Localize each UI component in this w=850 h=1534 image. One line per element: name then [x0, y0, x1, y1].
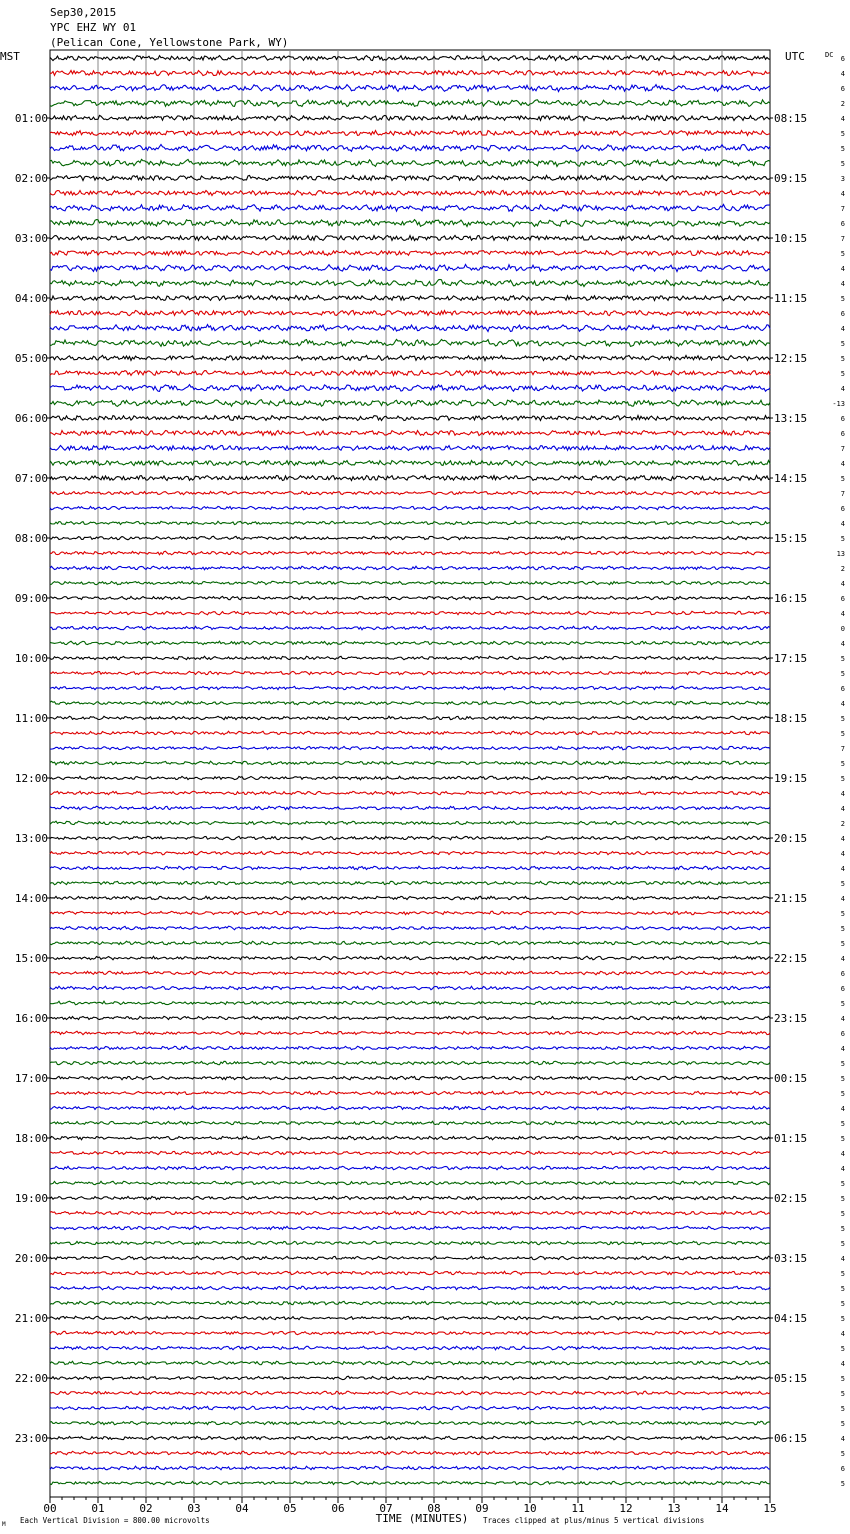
- dc-offset-value: 5: [840, 1090, 845, 1098]
- seismic-trace: [50, 1391, 770, 1395]
- mst-hour-label: 09:00: [14, 592, 48, 605]
- utc-hour-label: 21:15: [774, 892, 808, 905]
- dc-offset-value: 4: [840, 325, 845, 333]
- utc-label: UTC: [785, 50, 805, 63]
- seismic-trace: [50, 731, 770, 734]
- dc-offset-value: 5: [840, 940, 845, 948]
- x-tick-label: 13: [667, 1502, 681, 1515]
- dc-offset-value: 5: [840, 925, 845, 933]
- station-code: YPC EHZ WY 01: [50, 21, 137, 34]
- x-tick-label: 14: [715, 1502, 729, 1515]
- dc-offset-value: 4: [840, 1330, 845, 1338]
- mst-hour-label: 14:00: [14, 892, 48, 905]
- seismic-trace: [50, 566, 770, 569]
- dc-offset-value: 4: [840, 640, 845, 648]
- seismic-trace: [50, 896, 770, 899]
- mst-hour-label: 15:00: [14, 952, 48, 965]
- seismic-trace: [50, 1346, 770, 1350]
- seismic-trace: [50, 339, 770, 346]
- mst-hour-label: 04:00: [14, 292, 48, 305]
- x-tick-label: 04: [235, 1502, 249, 1515]
- seismic-trace: [50, 280, 770, 287]
- dc-offset-value: 5: [840, 910, 845, 918]
- seismic-trace: [50, 70, 770, 75]
- plot-date: Sep30,2015: [50, 6, 117, 19]
- dc-offset-value: 5: [840, 1390, 845, 1398]
- seismic-trace: [50, 175, 770, 180]
- mst-hour-label: 12:00: [14, 772, 48, 785]
- mst-hour-label: 20:00: [14, 1252, 48, 1265]
- x-tick-label: 12: [619, 1502, 633, 1515]
- mst-hour-label: 21:00: [14, 1312, 48, 1325]
- dc-offset-value: 4: [840, 1150, 845, 1158]
- dc-offset-value: 4: [840, 1165, 845, 1173]
- dc-offset-value: 4: [840, 1045, 845, 1053]
- seismic-trace: [50, 866, 770, 869]
- dc-offset-value: 4: [840, 790, 845, 798]
- seismic-trace: [50, 836, 770, 840]
- utc-hour-label: 18:15: [774, 712, 808, 725]
- seismic-trace: [50, 204, 770, 211]
- dc-offset-value: 5: [840, 1060, 845, 1068]
- dc-offset-value: 5: [840, 730, 845, 738]
- dc-offset-value: 4: [840, 895, 845, 903]
- seismic-trace: [50, 1031, 770, 1034]
- dc-offset-value: 6: [840, 685, 845, 693]
- seismic-trace: [50, 131, 770, 136]
- utc-hour-label: 13:15: [774, 412, 808, 425]
- seismic-trace: [50, 611, 770, 615]
- seismic-trace: [50, 431, 770, 436]
- seismic-trace: [50, 1166, 770, 1170]
- x-tick-label: 10: [523, 1502, 537, 1515]
- dc-offset-value: 4: [840, 385, 845, 393]
- dc-offset-value: 4: [840, 70, 845, 78]
- seismic-trace: [50, 686, 770, 689]
- seismic-trace: [50, 1466, 770, 1470]
- seismic-trace: [50, 521, 770, 525]
- mst-hour-label: 07:00: [14, 472, 48, 485]
- dc-offset-value: 2: [840, 820, 845, 828]
- utc-hour-label: 02:15: [774, 1192, 808, 1205]
- seismic-trace: [50, 746, 770, 750]
- dc-offset-value: 4: [840, 460, 845, 468]
- x-tick-label: 05: [283, 1502, 297, 1515]
- dc-offset-value: 4: [840, 805, 845, 813]
- dc-offset-value: 4: [840, 955, 845, 963]
- dc-offset-value: 6: [840, 415, 845, 423]
- seismic-trace: [50, 1316, 770, 1320]
- seismic-trace: [50, 325, 770, 332]
- seismic-trace: [50, 190, 770, 195]
- seismic-trace: [50, 1061, 770, 1064]
- seismic-trace: [50, 536, 770, 540]
- seismic-trace: [50, 551, 770, 555]
- utc-hour-label: 09:15: [774, 172, 808, 185]
- seismic-trace: [50, 56, 770, 61]
- x-tick-label: 01: [91, 1502, 105, 1515]
- seismic-trace: [50, 220, 770, 227]
- seismic-trace: [50, 776, 770, 780]
- seismic-trace: [50, 1136, 770, 1140]
- dc-offset-value: 2: [840, 565, 845, 573]
- seismic-trace: [50, 596, 770, 599]
- dc-offset-value: 6: [840, 310, 845, 318]
- dc-offset-value: 5: [840, 370, 845, 378]
- seismic-trace: [50, 475, 770, 480]
- seismic-trace: [50, 1361, 770, 1365]
- seismic-trace: [50, 1286, 770, 1290]
- seismic-trace: [50, 1091, 770, 1095]
- seismic-trace: [50, 100, 770, 107]
- dc-offset-value: 4: [840, 580, 845, 588]
- dc-label: DC: [825, 51, 834, 59]
- dc-offset-value: 5: [840, 1315, 845, 1323]
- dc-offset-value: 5: [840, 130, 845, 138]
- seismic-trace: [50, 250, 770, 255]
- mst-hour-label: 17:00: [14, 1072, 48, 1085]
- dc-offset-value: 4: [840, 1360, 845, 1368]
- dc-offset-value: 5: [840, 145, 845, 153]
- seismic-trace: [50, 1211, 770, 1214]
- dc-offset-value: 5: [840, 1180, 845, 1188]
- x-tick-label: 06: [331, 1502, 345, 1515]
- mst-hour-label: 22:00: [14, 1372, 48, 1385]
- seismic-trace: [50, 821, 770, 825]
- seismic-trace: [50, 385, 770, 392]
- seismic-trace: [50, 1376, 770, 1379]
- utc-hour-label: 10:15: [774, 232, 808, 245]
- dc-offset-value: 5: [840, 1480, 845, 1488]
- seismic-trace: [50, 264, 770, 271]
- dc-offset-value: 5: [840, 1420, 845, 1428]
- mst-hour-label: 19:00: [14, 1192, 48, 1205]
- utc-hour-label: 16:15: [774, 592, 808, 605]
- dc-offset-value: 4: [840, 1435, 845, 1443]
- mst-hour-label: 13:00: [14, 832, 48, 845]
- seismic-trace: [50, 1481, 770, 1484]
- seismic-trace: [50, 1436, 770, 1440]
- seismic-trace: [50, 1421, 770, 1425]
- dc-offset-value: 7: [840, 490, 845, 498]
- utc-hour-label: 01:15: [774, 1132, 808, 1145]
- seismic-trace: [50, 355, 770, 360]
- dc-offset-value: 4: [840, 1105, 845, 1113]
- seismic-trace: [50, 1271, 770, 1274]
- mst-hour-label: 23:00: [14, 1432, 48, 1445]
- mst-hour-label: 10:00: [14, 652, 48, 665]
- dc-offset-value: 5: [840, 1450, 845, 1458]
- seismic-trace: [50, 1106, 770, 1110]
- seismic-trace: [50, 1301, 770, 1304]
- seismic-trace: [50, 1196, 770, 1199]
- dc-offset-value: 4: [840, 835, 845, 843]
- mst-hour-label: 03:00: [14, 232, 48, 245]
- dc-offset-value: 5: [840, 760, 845, 768]
- seismic-trace: [50, 1226, 770, 1230]
- seismic-trace: [50, 791, 770, 795]
- utc-hour-label: 23:15: [774, 1012, 808, 1025]
- mst-hour-label: 05:00: [14, 352, 48, 365]
- dc-offset-value: 6: [840, 220, 845, 228]
- dc-offset-value: 5: [840, 355, 845, 363]
- station-location: (Pelican Cone, Yellowstone Park, WY): [50, 36, 289, 49]
- x-tick-label: 15: [763, 1502, 777, 1515]
- seismic-trace: [50, 1331, 770, 1335]
- utc-hour-label: 00:15: [774, 1072, 808, 1085]
- seismic-trace: [50, 626, 770, 630]
- dc-offset-value: 4: [840, 280, 845, 288]
- seismic-trace: [50, 1001, 770, 1005]
- x-axis-title: TIME (MINUTES): [375, 1512, 469, 1525]
- dc-offset-value: 5: [840, 1210, 845, 1218]
- dc-offset-value: 5: [840, 1135, 845, 1143]
- dc-offset-value: -13: [832, 400, 845, 408]
- dc-offset-value: 5: [840, 1285, 845, 1293]
- seismic-trace: [50, 416, 770, 421]
- dc-offset-value: 6: [840, 595, 845, 603]
- x-tick-label: 09: [475, 1502, 489, 1515]
- dc-offset-value: 4: [840, 190, 845, 198]
- x-tick-label: 11: [571, 1502, 585, 1515]
- seismic-trace: [50, 581, 770, 584]
- seismic-trace: [50, 881, 770, 884]
- dc-offset-value: 6: [840, 430, 845, 438]
- seismic-trace: [50, 1241, 770, 1244]
- dc-offset-value: 5: [840, 535, 845, 543]
- seismic-trace: [50, 144, 770, 151]
- seismic-trace: [50, 159, 770, 166]
- dc-offset-value: 6: [840, 970, 845, 978]
- dc-offset-value: 4: [840, 610, 845, 618]
- seismic-trace: [50, 956, 770, 960]
- dc-offset-value: 6: [840, 1030, 845, 1038]
- utc-hour-label: 04:15: [774, 1312, 808, 1325]
- seismic-trace: [50, 1151, 770, 1154]
- dc-offset-value: 5: [840, 1240, 845, 1248]
- dc-offset-value: 5: [840, 160, 845, 168]
- seismic-trace: [50, 671, 770, 675]
- mst-hour-label: 11:00: [14, 712, 48, 725]
- dc-offset-value: 5: [840, 775, 845, 783]
- dc-offset-value: 7: [840, 445, 845, 453]
- seismic-trace: [50, 445, 770, 450]
- seismic-trace: [50, 716, 770, 720]
- dc-offset-value: 3: [840, 175, 845, 183]
- utc-hour-label: 08:15: [774, 112, 808, 125]
- corner-mark: M: [2, 1521, 6, 1528]
- dc-offset-value: 5: [840, 475, 845, 483]
- seismic-trace: [50, 506, 770, 509]
- seismic-trace: [50, 656, 770, 660]
- mst-hour-label: 18:00: [14, 1132, 48, 1145]
- dc-offset-value: 13: [836, 550, 845, 558]
- dc-offset-value: 5: [840, 1300, 845, 1308]
- seismic-trace: [50, 295, 770, 300]
- dc-offset-value: 0: [840, 625, 845, 633]
- dc-offset-value: 4: [840, 115, 845, 123]
- dc-offset-value: 5: [840, 1075, 845, 1083]
- dc-offset-value: 5: [840, 1345, 845, 1353]
- dc-offset-value: 5: [840, 1270, 845, 1278]
- seismic-trace: [50, 310, 770, 315]
- dc-offset-value: 4: [840, 850, 845, 858]
- dc-offset-value: 5: [840, 670, 845, 678]
- utc-hour-label: 14:15: [774, 472, 808, 485]
- seismic-trace: [50, 400, 770, 407]
- seismic-trace: [50, 85, 770, 92]
- seismic-trace: [50, 926, 770, 930]
- x-tick-label: 07: [379, 1502, 393, 1515]
- utc-hour-label: 20:15: [774, 832, 808, 845]
- dc-offset-value: 4: [840, 700, 845, 708]
- seismic-trace: [50, 806, 770, 809]
- utc-hour-label: 06:15: [774, 1432, 808, 1445]
- utc-hour-label: 19:15: [774, 772, 808, 785]
- seismic-trace: [50, 701, 770, 705]
- utc-hour-label: 22:15: [774, 952, 808, 965]
- mst-hour-label: 02:00: [14, 172, 48, 185]
- seismic-trace: [50, 1451, 770, 1455]
- dc-offset-value: 7: [840, 235, 845, 243]
- scale-note: Each Vertical Division = 800.00 microvolts: [20, 1516, 210, 1525]
- mst-hour-label: 16:00: [14, 1012, 48, 1025]
- dc-offset-value: 5: [840, 1375, 845, 1383]
- dc-offset-value: 5: [840, 715, 845, 723]
- seismic-trace: [50, 1046, 770, 1049]
- utc-hour-label: 12:15: [774, 352, 808, 365]
- dc-offset-value: 5: [840, 295, 845, 303]
- x-tick-label: 00: [43, 1502, 57, 1515]
- dc-offset-value: 4: [840, 865, 845, 873]
- utc-hour-label: 17:15: [774, 652, 808, 665]
- dc-offset-value: 5: [840, 880, 845, 888]
- dc-offset-value: 4: [840, 265, 845, 273]
- seismic-trace: [50, 115, 770, 120]
- clip-note: Traces clipped at plus/minus 5 vertical divisions: [483, 1516, 705, 1525]
- utc-hour-label: 15:15: [774, 532, 808, 545]
- dc-offset-value: 5: [840, 1225, 845, 1233]
- dc-offset-value: 4: [840, 1015, 845, 1023]
- seismic-trace: [50, 235, 770, 240]
- dc-offset-value: 5: [840, 1195, 845, 1203]
- seismic-trace: [50, 941, 770, 945]
- dc-offset-value: 5: [840, 340, 845, 348]
- seismic-trace: [50, 1181, 770, 1184]
- seismic-trace: [50, 1016, 770, 1019]
- dc-offset-value: 6: [840, 1465, 845, 1473]
- dc-offset-value: 5: [840, 1405, 845, 1413]
- mst-label: MST: [0, 50, 20, 63]
- dc-offset-value: 5: [840, 1120, 845, 1128]
- dc-offset-value: 6: [840, 985, 845, 993]
- seismic-trace: [50, 851, 770, 855]
- mst-hour-label: 01:00: [14, 112, 48, 125]
- x-tick-label: 02: [139, 1502, 153, 1515]
- x-tick-label: 08: [427, 1502, 441, 1515]
- dc-offset-value: 4: [840, 520, 845, 528]
- dc-offset-value: 4: [840, 1255, 845, 1263]
- seismic-trace: [50, 986, 770, 990]
- seismic-trace: [50, 491, 770, 495]
- utc-hour-label: 11:15: [774, 292, 808, 305]
- dc-offset-value: 5: [840, 250, 845, 258]
- mst-hour-label: 06:00: [14, 412, 48, 425]
- utc-hour-label: 03:15: [774, 1252, 808, 1265]
- seismic-trace: [50, 1121, 770, 1124]
- seismic-trace: [50, 911, 770, 914]
- seismic-trace: [50, 1256, 770, 1260]
- dc-offset-value: 6: [840, 505, 845, 513]
- seismic-trace: [50, 761, 770, 764]
- dc-offset-value: 5: [840, 655, 845, 663]
- seismic-trace: [50, 971, 770, 975]
- utc-hour-label: 05:15: [774, 1372, 808, 1385]
- dc-offset-value: 2: [840, 100, 845, 108]
- dc-offset-value: 5: [840, 1000, 845, 1008]
- seismic-trace: [50, 1076, 770, 1080]
- x-tick-label: 03: [187, 1502, 201, 1515]
- seismic-trace: [50, 1406, 770, 1410]
- dc-offset-value: 7: [840, 745, 845, 753]
- mst-hour-label: 08:00: [14, 532, 48, 545]
- seismic-trace: [50, 641, 770, 645]
- dc-offset-value: 6: [840, 55, 845, 63]
- seismic-trace: [50, 460, 770, 465]
- dc-offset-value: 7: [840, 205, 845, 213]
- seismic-trace: [50, 370, 770, 375]
- dc-offset-value: 6: [840, 85, 845, 93]
